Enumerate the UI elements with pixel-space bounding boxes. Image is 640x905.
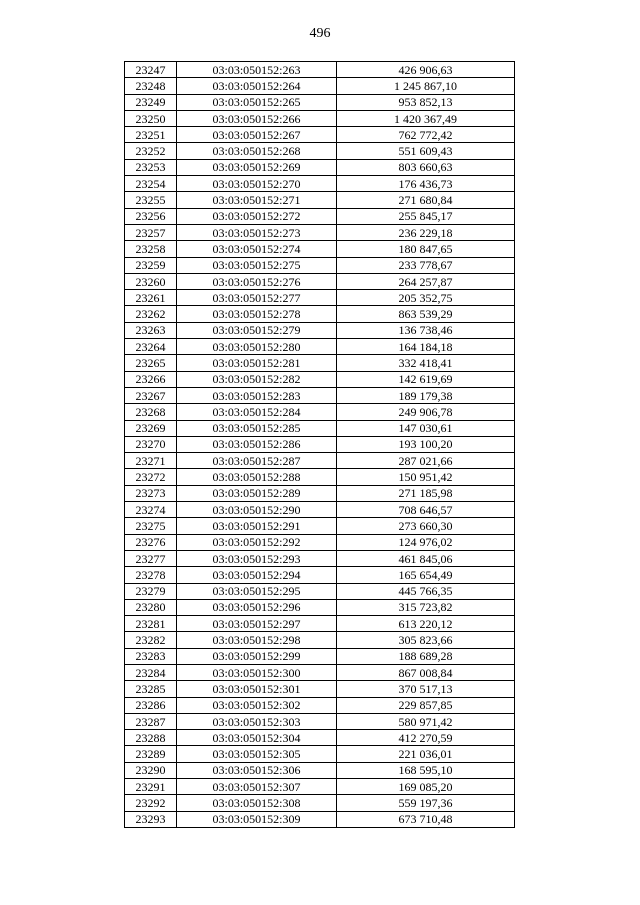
cadastral-number-cell: 03:03:050152:288: [177, 469, 337, 485]
table-row: [125, 518, 515, 534]
cadastral-number-cell: 03:03:050152:300: [177, 664, 337, 680]
value-cell: 221 036,01: [337, 746, 515, 762]
cadastral-number-cell: 03:03:050152:275: [177, 257, 337, 273]
table-row: [125, 306, 515, 322]
table-row: [125, 62, 515, 78]
table-row: [125, 762, 515, 778]
page-number: 496: [309, 26, 331, 41]
value-cell: 315 723,82: [337, 599, 515, 615]
table-row: [125, 697, 515, 713]
table-row: [125, 550, 515, 566]
cadastral-number-cell: 03:03:050152:277: [177, 290, 337, 306]
row-number-cell: 23250: [125, 110, 177, 126]
value-cell: 461 845,06: [337, 550, 515, 566]
row-number-cell: 23291: [125, 779, 177, 795]
table-row: [125, 599, 515, 615]
row-number-cell: 23281: [125, 616, 177, 632]
row-number-cell: 23268: [125, 404, 177, 420]
row-number-cell: 23279: [125, 583, 177, 599]
cadastral-number-cell: 03:03:050152:276: [177, 273, 337, 289]
value-cell: 188 689,28: [337, 648, 515, 664]
table-row: [125, 94, 515, 110]
table-row: [125, 404, 515, 420]
value-cell: 164 184,18: [337, 339, 515, 355]
table-row: [125, 371, 515, 387]
records-table: [124, 61, 515, 828]
row-number-cell: 23253: [125, 159, 177, 175]
row-number-cell: 23276: [125, 534, 177, 550]
value-cell: 613 220,12: [337, 616, 515, 632]
cadastral-number-cell: 03:03:050152:289: [177, 485, 337, 501]
table-row: [125, 730, 515, 746]
table-row: [125, 387, 515, 403]
cadastral-number-cell: 03:03:050152:304: [177, 730, 337, 746]
row-number-cell: 23257: [125, 224, 177, 240]
cadastral-number-cell: 03:03:050152:291: [177, 518, 337, 534]
value-cell: 708 646,57: [337, 502, 515, 518]
cadastral-number-cell: 03:03:050152:297: [177, 616, 337, 632]
value-cell: 180 847,65: [337, 241, 515, 257]
cadastral-number-cell: 03:03:050152:307: [177, 779, 337, 795]
row-number-cell: 23283: [125, 648, 177, 664]
cadastral-number-cell: 03:03:050152:309: [177, 811, 337, 827]
table-row: [125, 290, 515, 306]
table-row: [125, 811, 515, 827]
row-number-cell: 23289: [125, 746, 177, 762]
value-cell: 762 772,42: [337, 127, 515, 143]
cadastral-number-cell: 03:03:050152:296: [177, 599, 337, 615]
table-row: [125, 795, 515, 811]
row-number-cell: 23260: [125, 273, 177, 289]
table-row: [125, 664, 515, 680]
value-cell: 271 185,98: [337, 485, 515, 501]
row-number-cell: 23256: [125, 208, 177, 224]
cadastral-number-cell: 03:03:050152:264: [177, 78, 337, 94]
table-row: [125, 534, 515, 550]
row-number-cell: 23288: [125, 730, 177, 746]
row-number-cell: 23270: [125, 436, 177, 452]
cadastral-number-cell: 03:03:050152:269: [177, 159, 337, 175]
cadastral-number-cell: 03:03:050152:267: [177, 127, 337, 143]
row-number-cell: 23292: [125, 795, 177, 811]
row-number-cell: 23285: [125, 681, 177, 697]
cadastral-number-cell: 03:03:050152:302: [177, 697, 337, 713]
table-row: [125, 469, 515, 485]
table-row: [125, 192, 515, 208]
table-row: [125, 713, 515, 729]
table-row: [125, 143, 515, 159]
table-row: [125, 176, 515, 192]
table-row: [125, 127, 515, 143]
value-cell: 580 971,42: [337, 713, 515, 729]
cadastral-number-cell: 03:03:050152:303: [177, 713, 337, 729]
value-cell: 147 030,61: [337, 420, 515, 436]
value-cell: 264 257,87: [337, 273, 515, 289]
table-row: [125, 567, 515, 583]
table-row: [125, 208, 515, 224]
row-number-cell: 23274: [125, 502, 177, 518]
table-row: [125, 583, 515, 599]
row-number-cell: 23252: [125, 143, 177, 159]
value-cell: 150 951,42: [337, 469, 515, 485]
cadastral-number-cell: 03:03:050152:301: [177, 681, 337, 697]
cadastral-number-cell: 03:03:050152:282: [177, 371, 337, 387]
cadastral-number-cell: 03:03:050152:266: [177, 110, 337, 126]
value-cell: 236 229,18: [337, 224, 515, 240]
cadastral-number-cell: 03:03:050152:286: [177, 436, 337, 452]
row-number-cell: 23264: [125, 339, 177, 355]
cadastral-number-cell: 03:03:050152:284: [177, 404, 337, 420]
row-number-cell: 23282: [125, 632, 177, 648]
value-cell: 136 738,46: [337, 322, 515, 338]
table-row: [125, 339, 515, 355]
table-row: [125, 436, 515, 452]
value-cell: 426 906,63: [337, 62, 515, 78]
table-row: [125, 257, 515, 273]
cadastral-number-cell: 03:03:050152:279: [177, 322, 337, 338]
value-cell: 370 517,13: [337, 681, 515, 697]
row-number-cell: 23287: [125, 713, 177, 729]
cadastral-number-cell: 03:03:050152:272: [177, 208, 337, 224]
value-cell: 271 680,84: [337, 192, 515, 208]
row-number-cell: 23249: [125, 94, 177, 110]
value-cell: 332 418,41: [337, 355, 515, 371]
value-cell: 559 197,36: [337, 795, 515, 811]
row-number-cell: 23248: [125, 78, 177, 94]
row-number-cell: 23286: [125, 697, 177, 713]
table-row: [125, 420, 515, 436]
value-cell: 193 100,20: [337, 436, 515, 452]
value-cell: 673 710,48: [337, 811, 515, 827]
table-row: [125, 502, 515, 518]
value-cell: 445 766,35: [337, 583, 515, 599]
value-cell: 273 660,30: [337, 518, 515, 534]
row-number-cell: 23277: [125, 550, 177, 566]
table-row: [125, 681, 515, 697]
cadastral-number-cell: 03:03:050152:270: [177, 176, 337, 192]
cadastral-number-cell: 03:03:050152:265: [177, 94, 337, 110]
records-table-body: [125, 62, 515, 828]
cadastral-number-cell: 03:03:050152:273: [177, 224, 337, 240]
cadastral-number-cell: 03:03:050152:285: [177, 420, 337, 436]
value-cell: 255 845,17: [337, 208, 515, 224]
cadastral-number-cell: 03:03:050152:290: [177, 502, 337, 518]
cadastral-number-cell: 03:03:050152:281: [177, 355, 337, 371]
row-number-cell: 23255: [125, 192, 177, 208]
row-number-cell: 23267: [125, 387, 177, 403]
row-number-cell: 23293: [125, 811, 177, 827]
cadastral-number-cell: 03:03:050152:271: [177, 192, 337, 208]
table-row: [125, 241, 515, 257]
row-number-cell: 23259: [125, 257, 177, 273]
cadastral-number-cell: 03:03:050152:274: [177, 241, 337, 257]
row-number-cell: 23269: [125, 420, 177, 436]
table-row: [125, 779, 515, 795]
cadastral-number-cell: 03:03:050152:294: [177, 567, 337, 583]
value-cell: 551 609,43: [337, 143, 515, 159]
table-row: [125, 110, 515, 126]
table-row: [125, 485, 515, 501]
table-row: [125, 616, 515, 632]
row-number-cell: 23258: [125, 241, 177, 257]
value-cell: 169 085,20: [337, 779, 515, 795]
cadastral-number-cell: 03:03:050152:306: [177, 762, 337, 778]
row-number-cell: 23271: [125, 453, 177, 469]
table-row: [125, 355, 515, 371]
cadastral-number-cell: 03:03:050152:305: [177, 746, 337, 762]
row-number-cell: 23247: [125, 62, 177, 78]
table-row: [125, 78, 515, 94]
cadastral-number-cell: 03:03:050152:268: [177, 143, 337, 159]
row-number-cell: 23284: [125, 664, 177, 680]
value-cell: 168 595,10: [337, 762, 515, 778]
table-row: [125, 273, 515, 289]
value-cell: 863 539,29: [337, 306, 515, 322]
cadastral-number-cell: 03:03:050152:287: [177, 453, 337, 469]
row-number-cell: 23266: [125, 371, 177, 387]
row-number-cell: 23280: [125, 599, 177, 615]
cadastral-number-cell: 03:03:050152:293: [177, 550, 337, 566]
table-row: [125, 648, 515, 664]
row-number-cell: 23263: [125, 322, 177, 338]
table-row: [125, 322, 515, 338]
cadastral-number-cell: 03:03:050152:299: [177, 648, 337, 664]
value-cell: 1 420 367,49: [337, 110, 515, 126]
row-number-cell: 23290: [125, 762, 177, 778]
value-cell: 249 906,78: [337, 404, 515, 420]
cadastral-number-cell: 03:03:050152:292: [177, 534, 337, 550]
row-number-cell: 23275: [125, 518, 177, 534]
cadastral-number-cell: 03:03:050152:283: [177, 387, 337, 403]
value-cell: 189 179,38: [337, 387, 515, 403]
table-row: [125, 632, 515, 648]
cadastral-number-cell: 03:03:050152:278: [177, 306, 337, 322]
value-cell: 287 021,66: [337, 453, 515, 469]
table-row: [125, 224, 515, 240]
table-row: [125, 746, 515, 762]
row-number-cell: 23273: [125, 485, 177, 501]
cadastral-number-cell: 03:03:050152:280: [177, 339, 337, 355]
cadastral-number-cell: 03:03:050152:295: [177, 583, 337, 599]
row-number-cell: 23254: [125, 176, 177, 192]
value-cell: 142 619,69: [337, 371, 515, 387]
row-number-cell: 23261: [125, 290, 177, 306]
value-cell: 803 660,63: [337, 159, 515, 175]
value-cell: 953 852,13: [337, 94, 515, 110]
cadastral-number-cell: 03:03:050152:263: [177, 62, 337, 78]
value-cell: 412 270,59: [337, 730, 515, 746]
value-cell: 205 352,75: [337, 290, 515, 306]
value-cell: 165 654,49: [337, 567, 515, 583]
value-cell: 229 857,85: [337, 697, 515, 713]
value-cell: 124 976,02: [337, 534, 515, 550]
value-cell: 1 245 867,10: [337, 78, 515, 94]
table-row: [125, 453, 515, 469]
value-cell: 867 008,84: [337, 664, 515, 680]
table-row: [125, 159, 515, 175]
value-cell: 233 778,67: [337, 257, 515, 273]
row-number-cell: 23262: [125, 306, 177, 322]
row-number-cell: 23265: [125, 355, 177, 371]
value-cell: 176 436,73: [337, 176, 515, 192]
cadastral-number-cell: 03:03:050152:298: [177, 632, 337, 648]
row-number-cell: 23278: [125, 567, 177, 583]
cadastral-number-cell: 03:03:050152:308: [177, 795, 337, 811]
value-cell: 305 823,66: [337, 632, 515, 648]
row-number-cell: 23272: [125, 469, 177, 485]
row-number-cell: 23251: [125, 127, 177, 143]
